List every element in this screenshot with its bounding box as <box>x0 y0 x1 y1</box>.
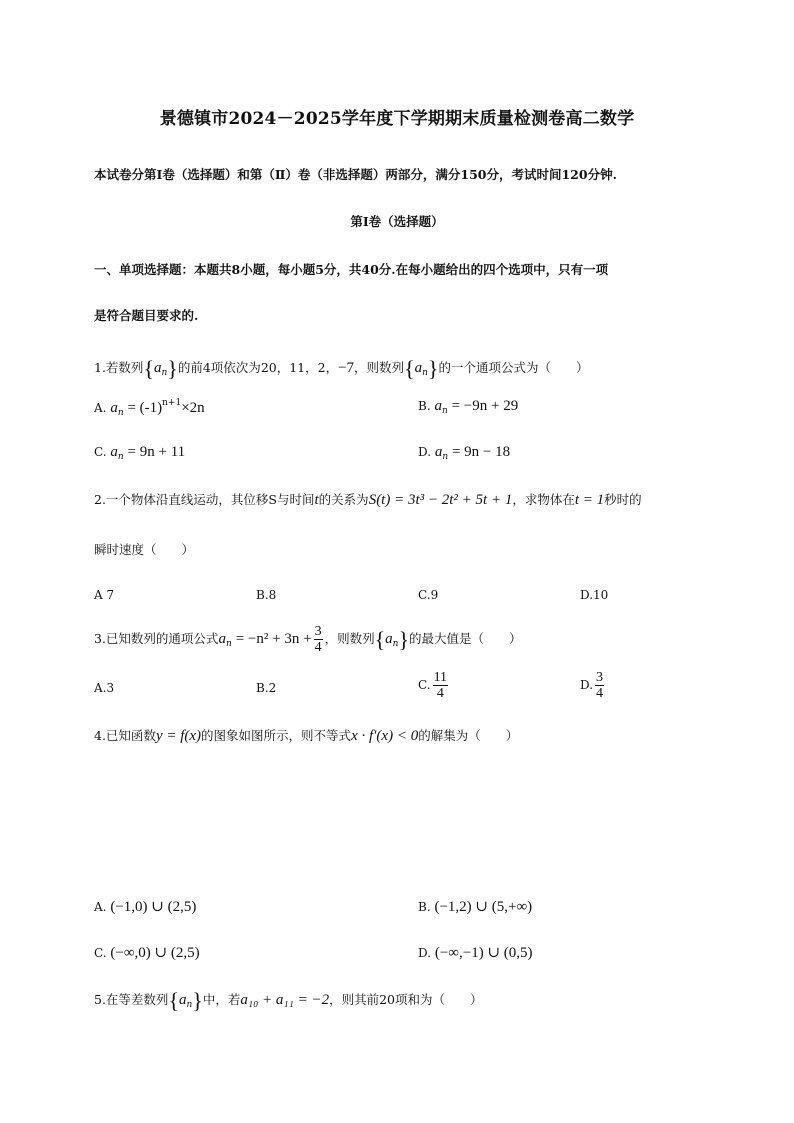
section1-instructions-line2: 是符合题目要求的. <box>94 308 199 323</box>
q4-option-d[interactable]: D. (−∞,−1) ∪ (0,5) <box>418 945 533 961</box>
q2-option-b[interactable]: B.8 <box>256 588 277 602</box>
fraction-3-4: $\frac{3}{4}$ <box>596 670 604 701</box>
question-1-stem: 1.若数列$\{a_n\}$的前4项依次为20，11，2，−7，则数列$\{a_n\}$的一个通项公式为（ ） <box>94 356 589 381</box>
part1-title: 第Ⅰ卷（选择题） <box>350 214 444 229</box>
fraction-11-4: $\frac{11}{4}$ <box>433 670 448 701</box>
fraction-3-4: $\frac{3}{4}$ <box>314 624 322 655</box>
exam-title: 景德镇市2024－2025学年度下学期期末质量检测卷高二数学 <box>159 109 635 129</box>
brace-close: } <box>167 356 178 381</box>
q4-option-b[interactable]: B. (−1,2) ∪ (5,+∞) <box>418 899 533 915</box>
q1-option-b[interactable]: B. $a_n = -9n + 29$ <box>418 398 519 416</box>
q4-option-a[interactable]: A. (−1,0) ∪ (2,5) <box>94 899 197 915</box>
question-5-stem: 5.在等差数列$\{a_n\}$中，若a₁₀ + a₁₁ = −2，则其前20项和为（ ） <box>94 988 483 1013</box>
q1-option-a[interactable]: A. $a_n = (-1)^{n+1}\times 2n$ <box>94 398 205 418</box>
q3-option-a[interactable]: A.3 <box>94 681 115 695</box>
q1-option-c[interactable]: C. $a_n = 9n + 11$ <box>94 444 186 462</box>
q1-option-d[interactable]: D. $a_n = 9n - 18$ <box>418 444 511 462</box>
q2-option-a[interactable]: A 7 <box>94 588 115 602</box>
question-2-stem: 2.一个物体沿直线运动，其位移S与时间t的关系为S(t) = 3t³ − 2t² + 5t + 1，求物体在t = 1秒时的 <box>94 492 642 508</box>
section1-instructions-line1: 一、单项选择题：本题共8小题，每小题5分，共40分.在每小题给出的四个选项中，只有一项 <box>94 262 609 277</box>
q3-option-c[interactable]: C. $\frac{11}{4}$ <box>418 670 448 701</box>
q2-option-c[interactable]: C.9 <box>418 588 439 602</box>
exam-intro: 本试卷分第Ⅰ卷（选择题）和第（Ⅱ）卷（非选择题）两部分，满分150分，考试时间120分钟. <box>94 167 617 182</box>
q2-option-d[interactable]: D.10 <box>580 588 609 602</box>
question-2-stem-line2: 瞬时速度（ ） <box>94 542 195 557</box>
neg7: −7 <box>338 360 355 376</box>
brace-open: { <box>143 356 154 381</box>
seq-sub: n <box>161 368 168 378</box>
q3-option-d[interactable]: D. $\frac{3}{4}$ <box>580 670 604 701</box>
seq-letter: a <box>154 360 162 376</box>
question-3-stem: 3.已知数列的通项公式$a_n = -n^2 + 3n$ + $\frac{3}{4}$ ，则数列$\{a_n\}$的最大值是（ ） <box>94 624 522 655</box>
question-4-stem: 4.已知函数y = f(x)的图象如图所示，则不等式x · f′(x) < 0的解集为（ ） <box>94 728 519 744</box>
q3-option-b[interactable]: B.2 <box>256 681 277 695</box>
q4-option-c[interactable]: C. (−∞,0) ∪ (2,5) <box>94 945 200 961</box>
displacement-formula: S(t) = 3t³ − 2t² + 5t + 1 <box>368 492 513 508</box>
